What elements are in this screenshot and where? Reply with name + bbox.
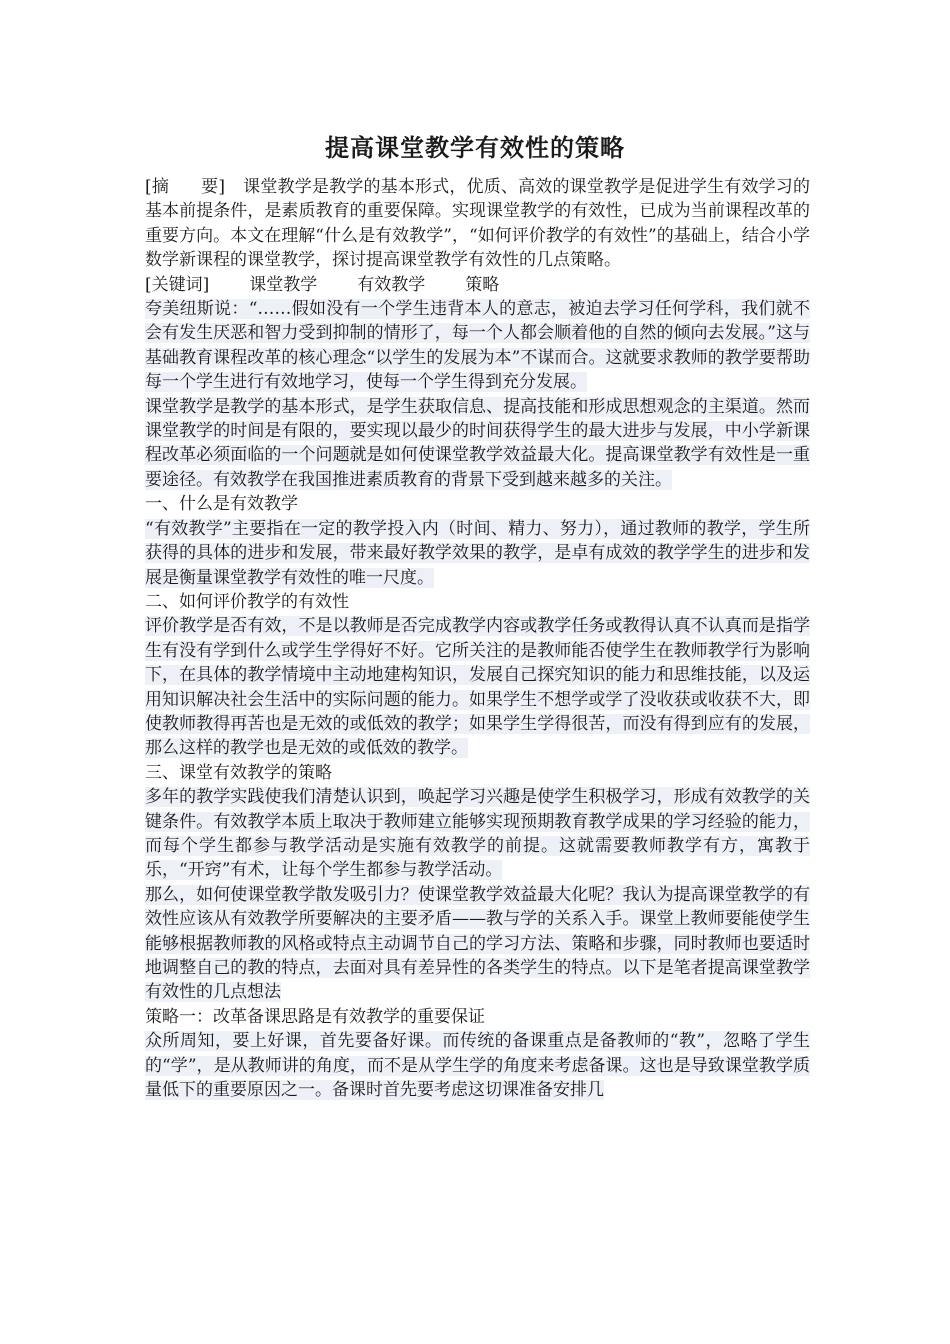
body-paragraph	[145, 614, 810, 760]
abstract-label-open: [摘	[145, 177, 169, 197]
paragraph-text: 多年的教学实践使我们清楚认识到，唤起学习兴趣是使学生积极学习，形成有效教学的关键条件。有效教学本质上取决于教师建立能够实现预期教育教学成果的学习经验的能力，而每个学生都参与教学活动是实施有效教学的前提。这就需要教师教学有方，寓教于乐，“开窍”有术，让每个学生都参与教学活动。	[145, 787, 810, 881]
heading-text: 二、如何评价教学的有效性	[145, 591, 349, 612]
paragraph-text: 评价教学是否有效，不是以教师是否完成教学内容或教学任务或教得认真不认真而是指学生有没有学到什么或学生学得好不好。它所关注的是教师能否使学生在教师教学行为影响下，在具体的教学情境中主动地建构知识，发展自己探究知识的能力和思维技能，以及运用知识解决社会生活中的实际问题的能力。如果学生不想学或学了没收获或收获不大，即使教师教得再苦也是无效的或低效的教学；如果学生学得很苦，而没有得到应有的发展，那么这样的教学也是无效的或低效的教学。	[145, 616, 810, 759]
body-paragraph	[145, 1029, 810, 1102]
body-paragraph	[145, 517, 810, 590]
keywords-paragraph	[145, 273, 810, 297]
body-paragraph	[145, 785, 810, 883]
abstract-paragraph	[145, 175, 810, 273]
section-heading	[145, 590, 810, 614]
section-heading	[145, 761, 810, 785]
heading-text: 一、什么是有效教学	[145, 494, 298, 515]
body-paragraph	[145, 297, 810, 395]
paragraph-text: 夸美纽斯说：“……假如没有一个学生违背本人的意志，被迫去学习任何学科，我们就不会有发生厌恶和智力受到抑制的情形了，每一个人都会顺着他的自然的倾向去发展。”这与基础教育课程改革的核心理念“以学生的发展为本”不谋而合。这就要求教师的教学要帮助每一个学生进行有效地学习，使每一个学生得到充分发展。	[145, 299, 810, 393]
abstract-text: 课堂教学是教学的基本形式，优质、高效的课堂教学是促进学生有效学习的基本前提条件，是素质教育的重要保障。实现课堂教学的有效性，已成为当前课程改革的重要方向。本文在理解“什么是有效教学”，“如何评价教学的有效性”的基础上，结合小学数学新课程的课堂教学，探讨提高课堂教学有效性的几点策略。	[145, 177, 810, 271]
paragraph-text: “有效教学”主要指在一定的教学投入内（时间、精力、努力），通过教师的教学，学生所获得的具体的进步和发展，带来最好教学效果的教学，是卓有成效的教学学生的进步和发展是衡量课堂教学有效性的唯一尺度。	[145, 518, 810, 588]
document-title: 提高课堂教学有效性的策略	[325, 134, 625, 162]
keyword-item: 有效教学	[357, 274, 426, 295]
section-heading	[145, 492, 810, 516]
heading-text: 三、课堂有效教学的策略	[145, 762, 332, 783]
keyword-item: 策略	[465, 274, 500, 295]
abstract-label-close: 要]	[201, 177, 225, 197]
body-paragraph	[145, 883, 810, 1005]
paragraph-text: 众所周知，要上好课，首先要备好课。而传统的备课重点是备教师的“教”，忽略了学生的“学”，是从教师讲的角度，而不是从学生学的角度来考虑备课。这也是导致课堂教学质量低下的重要原因之一。备课时首先要考虑这切课准备安排几	[145, 1031, 810, 1101]
keywords-label: [关键词]	[145, 274, 210, 295]
document-body	[145, 175, 810, 1102]
heading-text: 策略一：改革备课思路是有效教学的重要保证	[145, 1006, 485, 1027]
body-paragraph	[145, 395, 810, 493]
section-heading	[145, 1005, 810, 1029]
paragraph-text: 那么，如何使课堂教学散发吸引力？使课堂教学效益最大化呢？我认为提高课堂教学的有效性应该从有效教学所要解决的主要矛盾——教与学的关系入手。课堂上教师要能使学生能够根据教师教的风格或特点主动调节自己的学习方法、策略和步骤，同时教师也要适时地调整自己的教的特点，去面对具有差异性的各类学生的特点。以下是笔者提高课堂教学有效性的几点想法	[145, 884, 810, 1003]
paragraph-text: 课堂教学是教学的基本形式，是学生获取信息、提高技能和形成思想观念的主渠道。然而课堂教学的时间是有限的，要实现以最少的时间获得学生的最大进步与发展，中小学新课程改革必须面临的一个问题就是如何使课堂教学效益最大化。提高课堂教学有效性是一重要途径。有效教学在我国推进素质教育的背景下受到越来越多的关注。	[145, 396, 810, 490]
keyword-item: 课堂教学	[249, 274, 318, 295]
